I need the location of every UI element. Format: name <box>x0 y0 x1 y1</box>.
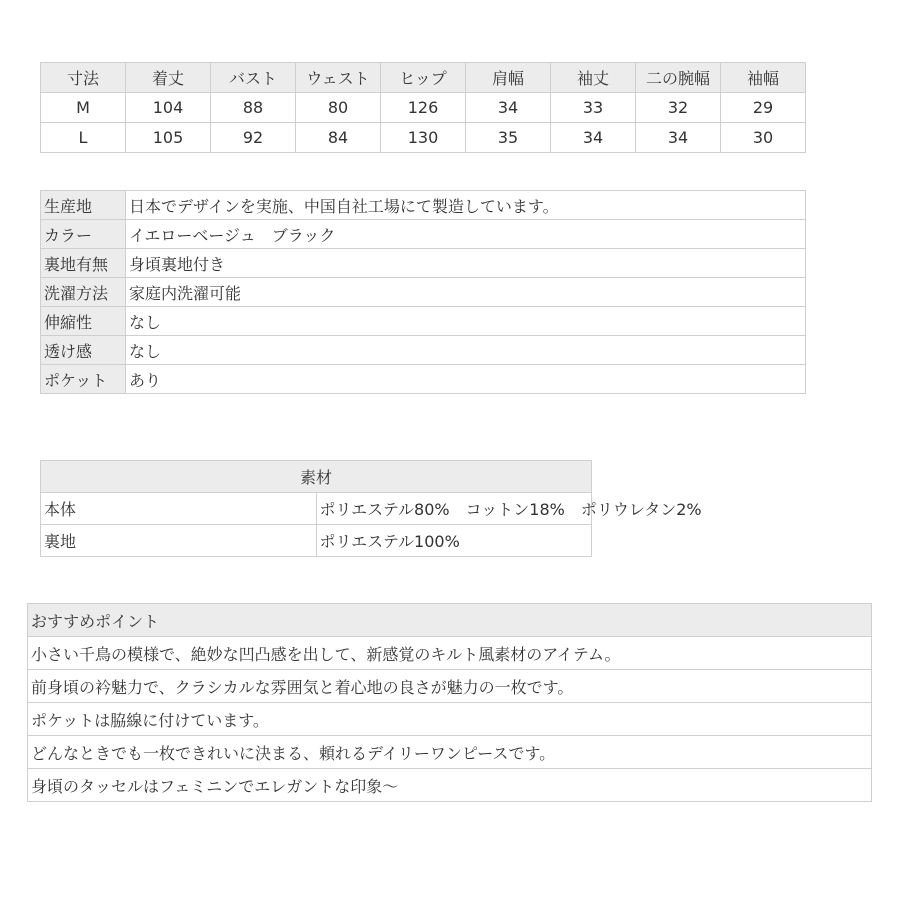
size-header-shoulder: 肩幅 <box>466 63 551 93</box>
spec-value: なし <box>126 336 806 365</box>
size-cell: 35 <box>466 123 551 153</box>
spec-value: 身頃裏地付き <box>126 249 806 278</box>
size-header-upper-arm: 二の腕幅 <box>636 63 721 93</box>
spec-value: あり <box>126 365 806 394</box>
size-cell: 84 <box>296 123 381 153</box>
spec-label: 洗濯方法 <box>41 278 126 307</box>
size-cell: 126 <box>381 93 466 123</box>
material-label: 本体 <box>41 493 317 525</box>
size-table-header-row <box>41 63 806 93</box>
size-cell: 80 <box>296 93 381 123</box>
size-cell: L <box>41 123 126 153</box>
spec-table <box>40 190 806 394</box>
size-header-waist: ウェスト <box>296 63 381 93</box>
material-value: ポリエステル80% コットン18% ポリウレタン2% <box>316 493 592 525</box>
points-table <box>27 603 872 802</box>
points-row <box>28 736 872 769</box>
spec-label: 生産地 <box>41 191 126 220</box>
size-cell: 34 <box>551 123 636 153</box>
points-text: どんなときでも一枚できれいに決まる、頼れるデイリーワンピースです。 <box>28 736 872 769</box>
size-cell: 88 <box>211 93 296 123</box>
material-title: 素材 <box>41 461 592 493</box>
spec-value: 家庭内洗濯可能 <box>126 278 806 307</box>
size-header-sleeve-width: 袖幅 <box>721 63 806 93</box>
size-row-m <box>41 93 806 123</box>
spec-row-washing <box>41 278 806 307</box>
spec-value: 日本でデザインを実施、中国自社工場にて製造しています。 <box>126 191 806 220</box>
size-cell: M <box>41 93 126 123</box>
size-cell: 92 <box>211 123 296 153</box>
size-header-bust: バスト <box>211 63 296 93</box>
material-table <box>40 460 702 557</box>
points-row <box>28 670 872 703</box>
size-cell: 29 <box>721 93 806 123</box>
material-row-lining <box>41 525 592 557</box>
size-header-dimension: 寸法 <box>41 63 126 93</box>
size-table <box>40 62 806 153</box>
points-row <box>28 703 872 736</box>
spec-label: カラー <box>41 220 126 249</box>
points-text: ポケットは脇線に付けています。 <box>28 703 872 736</box>
size-row-l <box>41 123 806 153</box>
size-cell: 105 <box>126 123 211 153</box>
size-cell: 130 <box>381 123 466 153</box>
points-header-row <box>28 604 872 637</box>
material-row-body <box>41 493 592 525</box>
spec-row-origin <box>41 191 806 220</box>
size-cell: 30 <box>721 123 806 153</box>
spec-label: 伸縮性 <box>41 307 126 336</box>
material-label: 裏地 <box>41 525 317 557</box>
size-header-hip: ヒップ <box>381 63 466 93</box>
size-cell: 104 <box>126 93 211 123</box>
spec-label: 裏地有無 <box>41 249 126 278</box>
points-text: 小さい千鳥の模様で、絶妙な凹凸感を出して、新感覚のキルト風素材のアイテム。 <box>28 637 872 670</box>
material-header-row <box>41 461 592 493</box>
spec-row-lining <box>41 249 806 278</box>
size-cell: 34 <box>466 93 551 123</box>
points-row <box>28 769 872 802</box>
size-header-length: 着丈 <box>126 63 211 93</box>
size-header-sleeve-length: 袖丈 <box>551 63 636 93</box>
spec-label: 透け感 <box>41 336 126 365</box>
size-cell: 32 <box>636 93 721 123</box>
points-text: 身頃のタッセルはフェミニンでエレガントな印象～ <box>28 769 872 802</box>
spec-value: なし <box>126 307 806 336</box>
points-text: 前身頃の衿魅力で、クラシカルな雰囲気と着心地の良さが魅力の一枚です。 <box>28 670 872 703</box>
size-cell: 33 <box>551 93 636 123</box>
spec-value: イエローベージュ ブラック <box>126 220 806 249</box>
spec-row-pocket <box>41 365 806 394</box>
spec-label: ポケット <box>41 365 126 394</box>
spec-row-color <box>41 220 806 249</box>
points-title: おすすめポイント <box>28 604 872 637</box>
points-row <box>28 637 872 670</box>
spec-row-sheerness <box>41 336 806 365</box>
size-cell: 34 <box>636 123 721 153</box>
spec-row-stretch <box>41 307 806 336</box>
material-value: ポリエステル100% <box>316 525 592 557</box>
